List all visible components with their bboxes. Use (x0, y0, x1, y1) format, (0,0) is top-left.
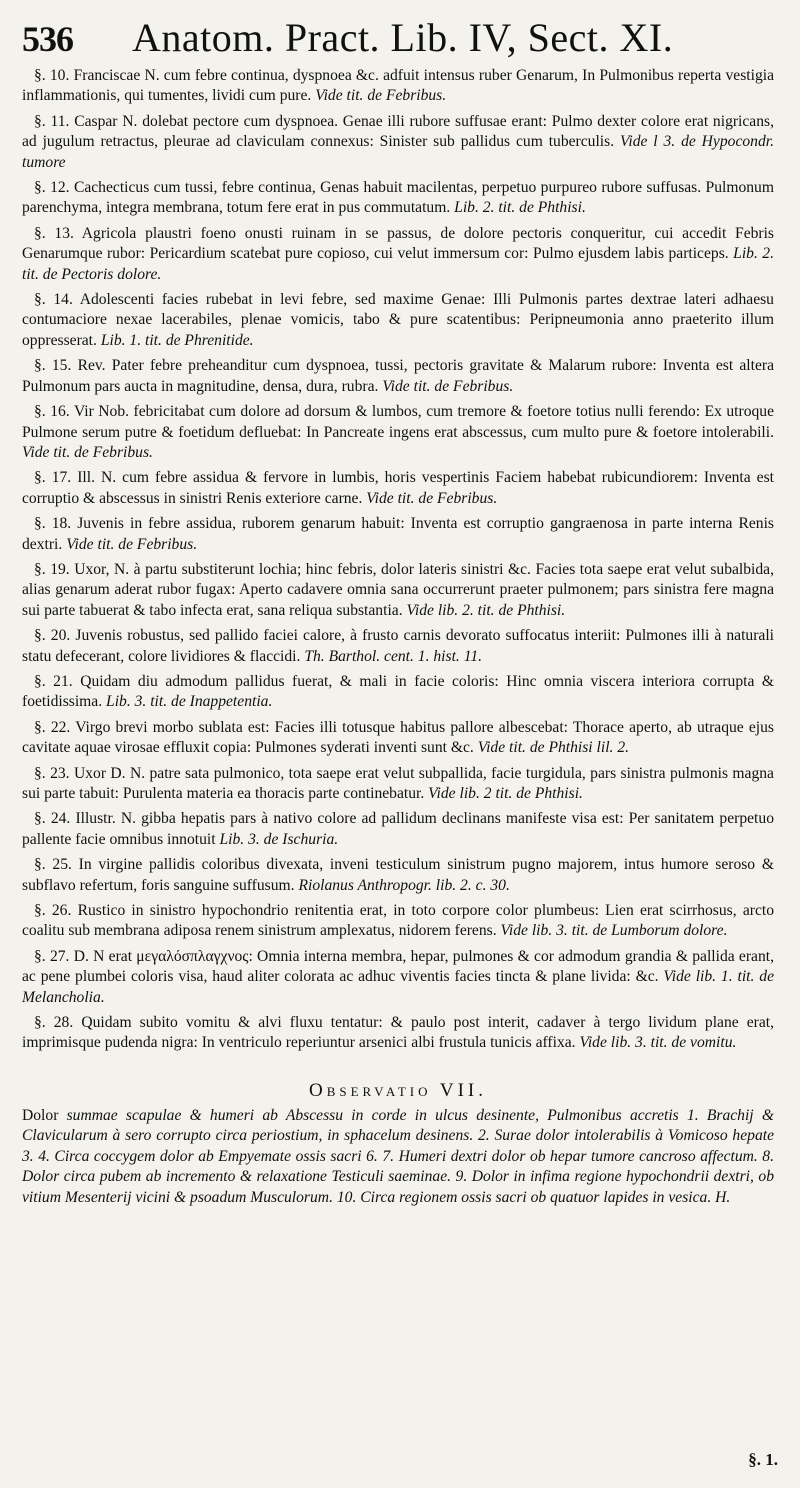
paragraph-text: Agricola plaustri foeno onusti ruinam in se passus, de dolore pectoris conqueritur, cui accedit Febris Genarumque rubor: Pericardium scatebat pure copioso, cui velut immersum cor: Pulmo ejusdem labis particeps. (22, 224, 775, 263)
cross-reference: Vide tit. de Phthisi lil. 2. (477, 739, 630, 757)
paragraph-text: Uxor, N. à partu substiterunt lochia; hinc febris, dolor lateris sinistri &c. Facies tota saepe erat velut subalbida, alias genarum aderat rubor fugax: Aperto cadavere omnia sana occurrerunt praeter pulmonem; pars sinistra fere magna sui parte tabuerat & tabo infecta erat, sana reliqua substantia. (22, 560, 774, 619)
page-number: 536 (22, 19, 73, 59)
section-number: §. 16. (34, 403, 70, 421)
observation-paragraph (22, 66, 774, 107)
paragraph-text: Cachecticus cum tussi, febre continua, Genas habuit macilentas, perpetuo purpureo rubore suffusas. Pulmonum parenchyma, integra membrana, totum fere erat in pus commutatum. (22, 179, 774, 217)
section-number: §. 20. (34, 627, 71, 645)
section-number: §. 25. (34, 856, 72, 874)
cross-reference: Lib. 2. tit. de Pectoris dolore. (22, 245, 774, 283)
catchword: §. 1. (748, 1450, 778, 1469)
section-number: §. 24. (34, 810, 71, 828)
observation-paragraph (22, 178, 774, 219)
cross-reference: Vide tit. de Febribus. (315, 87, 447, 105)
paragraph-text: D. N erat μεγαλόσπλαγχνος: Omnia interna membra, hepar, pulmones & cor admodum grandia & pallida erant, ac pene plumbei coloris visa, haud aliter colorata ac adhuc viventis facies tincta & plane livida: &c. (22, 947, 774, 986)
paragraph-text: Virgo brevi morbo sublata est: Facies illi totusque habitus pallore albescebat: Thorace aperto, ab utraque ejus cavitate aquae virosae effluxit copia: Pulmones syderati inventi sunt &c. (22, 718, 774, 757)
observation-paragraph (22, 112, 774, 173)
observation-paragraph (22, 290, 774, 351)
observation-paragraph (22, 402, 774, 463)
observatio-lead: Dolor (22, 1106, 59, 1124)
cross-reference: Lib. 3. tit. de Inappetentia. (106, 693, 273, 711)
paragraph-text: In virgine pallidis coloribus divexata, inveni testiculum sinistrum pugno majorem, intus humore seroso & subflavo refertum, foris sanguine suffusum. (22, 856, 774, 894)
section-number: §. 12. (34, 179, 70, 197)
cross-reference: Vide lib. 3. tit. de vomitu. (579, 1034, 737, 1052)
section-number: §. 28. (34, 1014, 74, 1032)
observation-paragraph (22, 626, 774, 667)
cross-reference: Th. Barthol. cent. 1. hist. 11. (304, 647, 483, 665)
running-head (22, 14, 774, 66)
cross-reference: Vide tit. de Febribus. (66, 535, 198, 553)
cross-reference: Riolanus Anthropogr. lib. 2. c. 30. (298, 876, 510, 894)
paragraph-text: Caspar N. dolebat pectore cum dyspnoea. Genae illi rubore suffusae erant: Pulmo dexter colore erat nigricans, ad jugulum retractus, pleurae ad claviculam connexus: Sinister sub pallidus cum tuberculis. (22, 112, 774, 151)
observation-list (22, 66, 774, 1054)
paragraph-text: Vir Nob. febricitabat cum dolore ad dorsum & lumbos, cum tremore & foetore totius nulli ferendo: Ex utroque Pulmone serum putre & foetidum defluebat: In Pancreate ingens erat abscessus, cum multo pure & foetore intolerabili. (22, 403, 775, 441)
paragraph-text: Juvenis in febre assidua, ruborem genarum habuit: Inventa est corruptio gangraenosa in parte interna Renis dextri. (22, 515, 774, 553)
cross-reference: Vide lib. 2 tit. de Phthisi. (428, 785, 583, 802)
cross-reference: Lib. 1. tit. de Phrenitide. (100, 331, 254, 349)
observation-paragraph (22, 1013, 774, 1054)
observation-paragraph (22, 560, 774, 621)
observation-paragraph (22, 764, 774, 805)
cross-reference: Vide tit. de Febribus. (382, 377, 514, 395)
section-number: §. 26. (34, 902, 72, 920)
section-number: §. 18. (34, 515, 72, 533)
paragraph-text: Rustico in sinistro hypochondrio renitentia erat, in toto corpore color plumbeus: Lien erat scirrhosus, arcto coalitu sub membrana adiposa renem sinistrum amplexatus, nidorem ferens. (22, 902, 774, 940)
section-number: §. 13. (34, 224, 74, 242)
paragraph-text: Quidam subito vomitu & alvi fluxu tentatur: & paulo post interit, cadaver à tergo lividum plane erat, imprimisque pudenda nigra: In ventriculo reperiuntur arsenici albi frustula tunicis affixa. (22, 1014, 774, 1052)
section-number: §. 11. (34, 112, 70, 130)
observation-paragraph (22, 514, 774, 555)
section-number: §. 14. (34, 291, 73, 309)
paragraph-text: Adolescenti facies rubebat in levi febre, sed maxime Genae: Illi Pulmonis partes dextrae lateri adhaesu contumaciore nexae lacerabiles, plenae vomicis, tabo & pure scatentibus: Peripneumonia anno praeterito illum oppresserat. (22, 291, 774, 349)
observation-paragraph (22, 672, 774, 713)
section-number: §. 15. (34, 357, 72, 375)
running-title: Anatom. Pract. Lib. IV, Sect. XI. (132, 15, 674, 60)
section-number: §. 22. (34, 718, 71, 736)
observation-paragraph (22, 947, 774, 1008)
section-number: §. 17. (34, 469, 72, 487)
section-number: §. 10. (34, 67, 70, 84)
paragraph-text: Juvenis robustus, sed pallido faciei calore, à frusto carnis devorato suffocatus interiit: Pulmones illi à naturali statu defecerant, colore lividiores & flaccidi. (22, 627, 775, 665)
paragraph-text: Franciscae N. cum febre continua, dyspnoea &c. adfuit intensus ruber Genarum, In Pulmonibus reperta vestigia inflammationis, qui tumentes, lividi cum pure. (22, 67, 774, 105)
cross-reference: Lib. 2. tit. de Phthisi. (454, 199, 586, 217)
cross-reference: Lib. 3. de Ischuria. (219, 830, 339, 848)
observatio-text: summae scapulae & humeri ab Abscessu in corde in ulcus desinente, Pulmonibus accretis 1. Brachij & Clavicularum à sero corrupto circa periostium, in sphacelum desinens. 2. Surae dolor intolerabilis à Vomicoso hepate 3. 4. Circa coccygem dolor ab Empyemate ossis sacri 6. 7. Humeri dextri dolor ob hepar tumore cancroso affectum. 8. Dolor circa pubem ab incremento & relaxatione Testiculi saeminae. 9. Dolor in infima regione hypochondrii dextri, ob vitium Mesenterij vicini & psoadum Musculorum. 10. Circa regionem ossis sacri ob quatuor lapides in vesica. H. (22, 1106, 774, 1206)
cross-reference: Vide lib. 1. tit. de Melancholia. (22, 968, 774, 1006)
observation-paragraph (22, 224, 774, 285)
observation-paragraph (22, 901, 774, 942)
observation-paragraph (22, 718, 774, 759)
paragraph-text: Uxor D. N. patre sata pulmonico, tota saepe erat velut subpallida, facie turgidula, pars sinistra pulmonis magna sui parte tabuit: Purulenta materia ea thoracis parte continebatur. (22, 764, 774, 802)
section-number: §. 27. (34, 947, 70, 965)
cross-reference: Vide lib. 2. tit. de Phthisi. (406, 601, 566, 619)
section-number: §. 21. (34, 672, 73, 690)
cross-reference: Vide lib. 3. tit. de Lumborum dolore. (500, 922, 728, 940)
paragraph-text: Ill. N. cum febre assidua & fervore in lumbis, horis vespertinis Faciem habebat rubicundiorem: Inventa est corruptio & abscessus in sinistri Renis exteriore carne. (22, 469, 774, 507)
observation-paragraph (22, 855, 774, 896)
cross-reference: Vide l 3. de Hypocondr. tumore (22, 133, 775, 171)
cross-reference: Vide tit. de Febribus. (22, 443, 153, 461)
cross-reference: Vide tit. de Febribus. (366, 489, 498, 507)
observation-paragraph (22, 809, 774, 850)
observation-paragraph (22, 468, 774, 509)
section-number: §. 23. (34, 764, 70, 782)
paragraph-text: Illustr. N. gibba hepatis pars à nativo colore ad pallidum declinans manifeste visa est: Per sanitatem perpetuo pallente facie omnibus innotuit (22, 810, 774, 848)
paragraph-text: Rev. Pater febre preheanditur cum dyspnoea, tussi, pectoris gravitate & Malarum rubore: Inventa est altera Pulmonum pars aucta in magnitudine, densa, dura, rubra. (22, 357, 774, 395)
section-number: §. 19. (34, 560, 70, 578)
paragraph-text: Quidam diu admodum pallidus fuerat, & mali in facie coloris: Hinc omnia viscera interiora corrupta & foetidissima. (22, 672, 775, 711)
observatio-summary (22, 1106, 774, 1208)
observatio-heading: Observatio VII. (308, 1079, 488, 1101)
observation-paragraph (22, 356, 774, 397)
